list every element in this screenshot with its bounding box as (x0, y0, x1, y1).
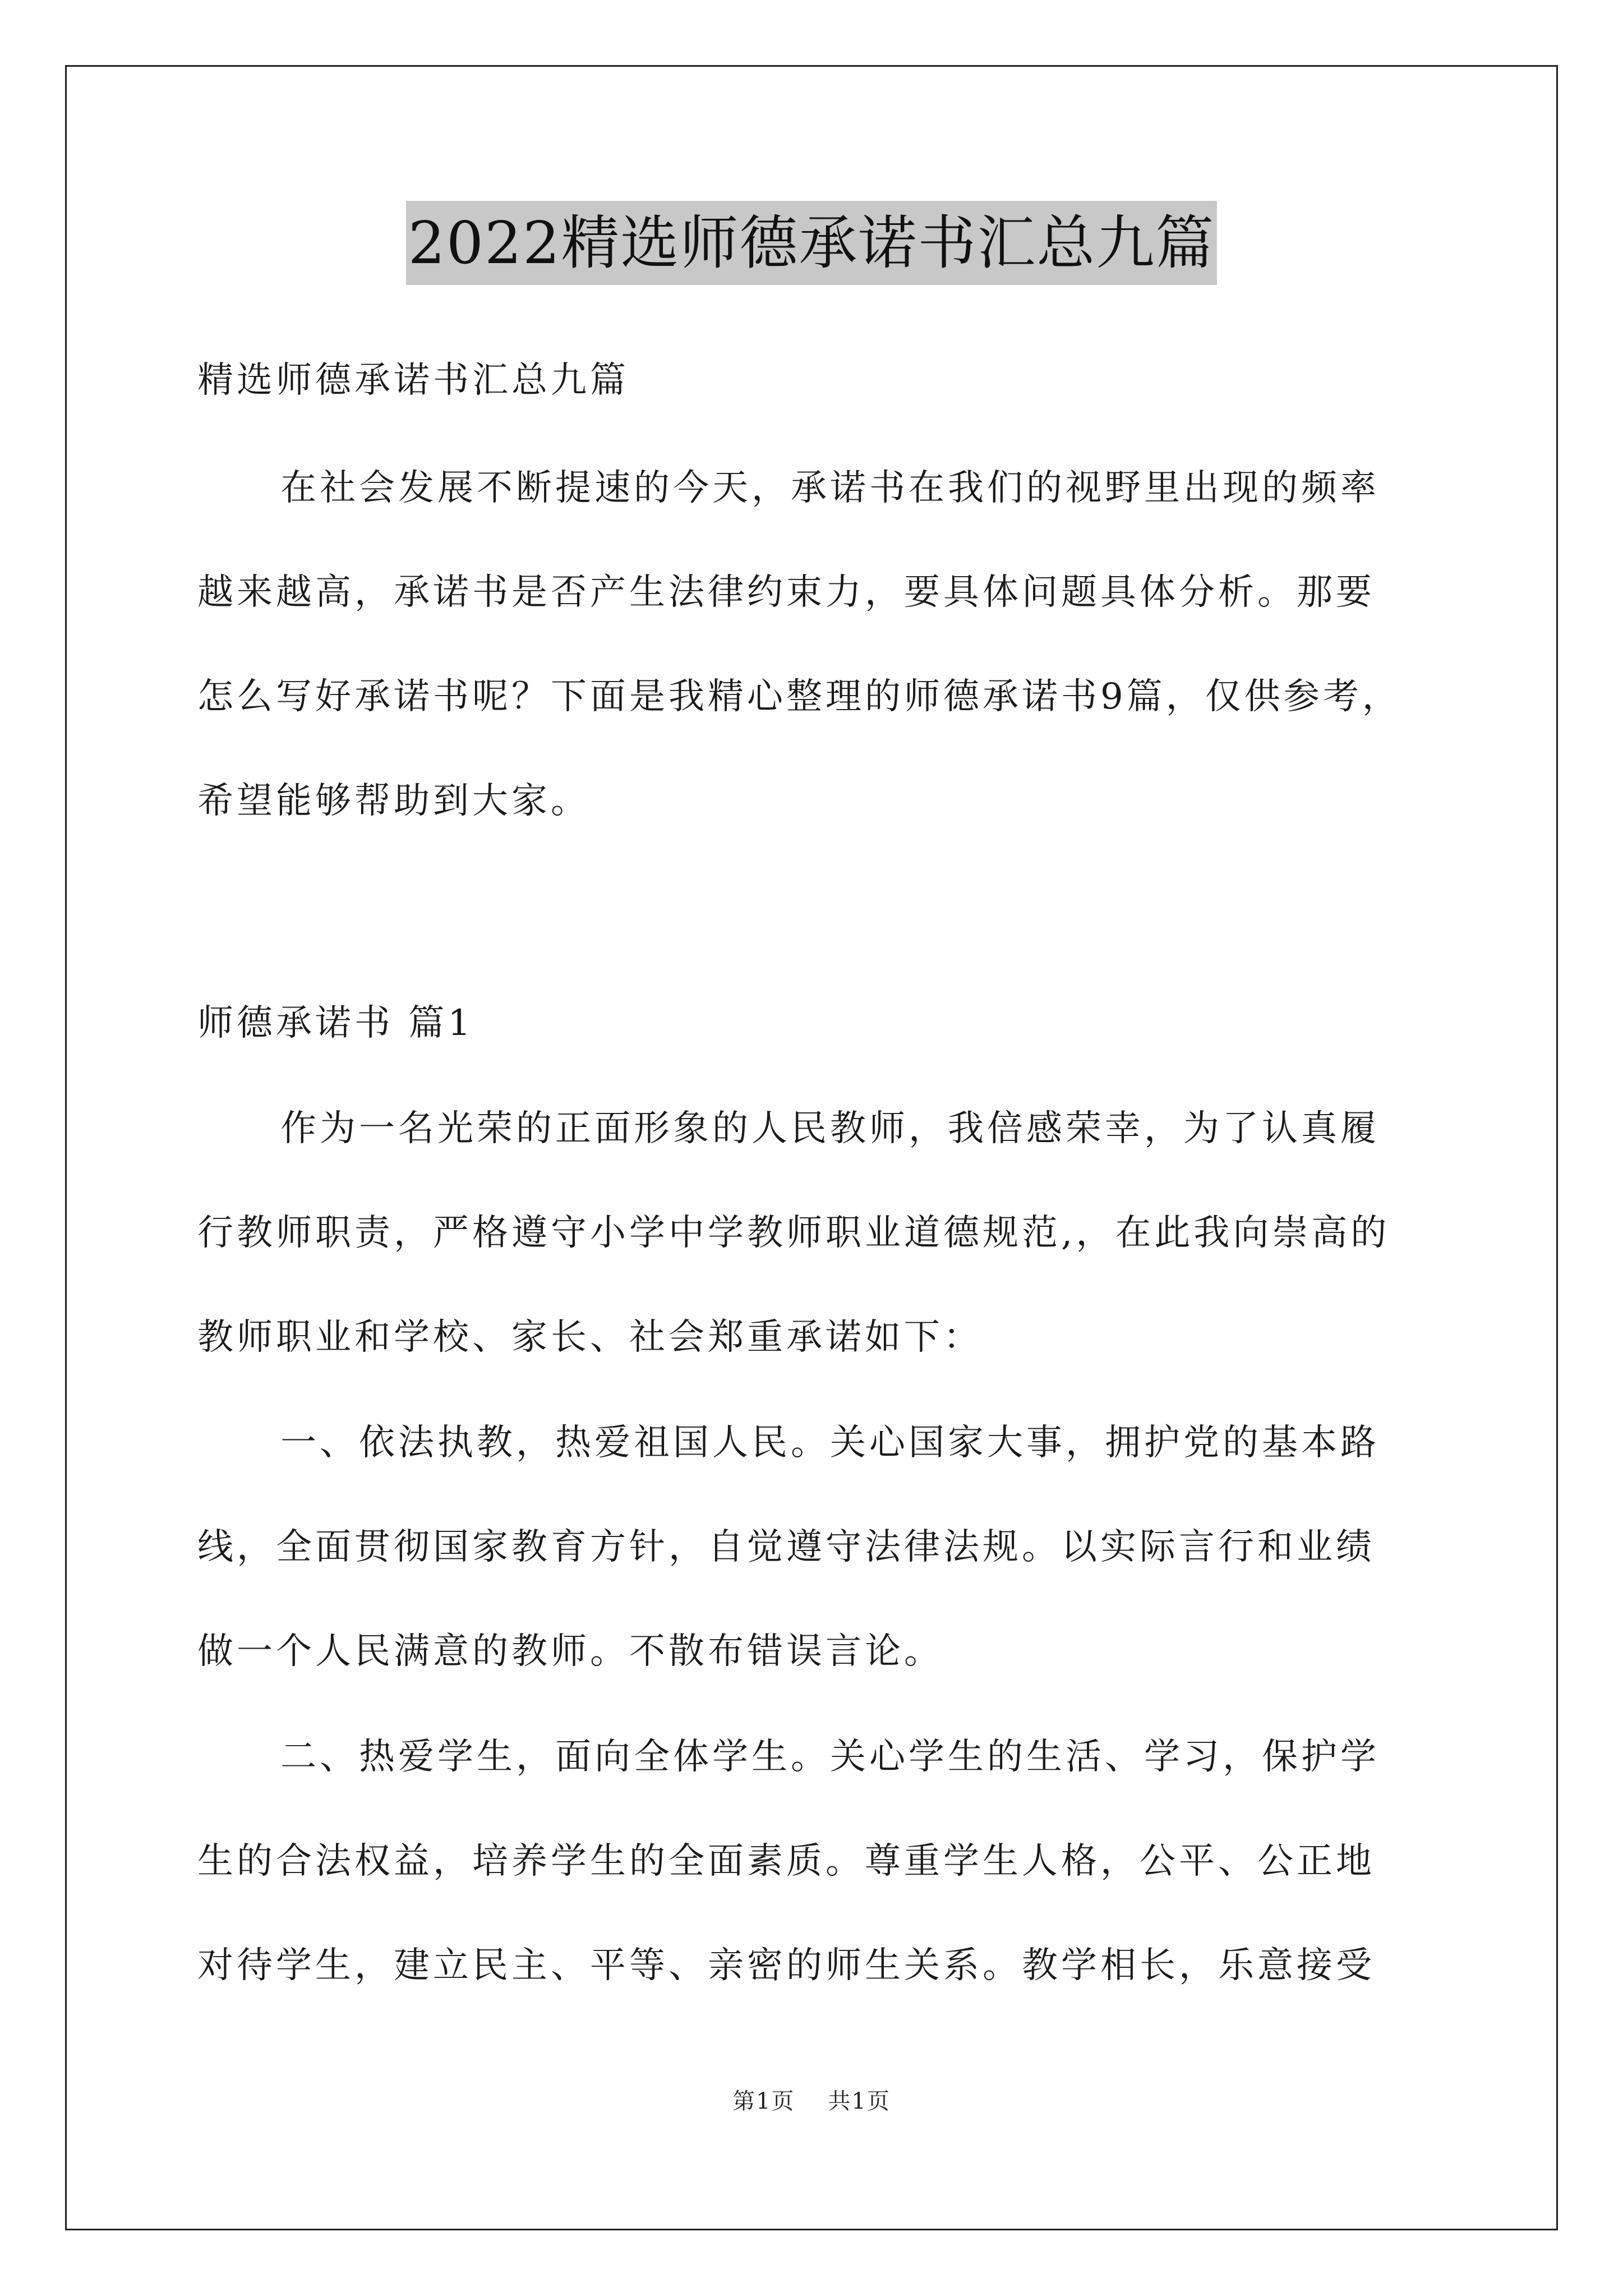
title-container (0, 201, 1623, 285)
paragraph-line: 二、热爱学生，面向全体学生。关心学生的生活、学习，保护学 (280, 1736, 1380, 1778)
paragraph-line: 教师职业和学校、家长、社会郑重承诺如下： (197, 1317, 983, 1358)
paragraph-line: 对待学生，建立民主、平等、亲密的师生关系。教学相长，乐意接受 (197, 1945, 1375, 1986)
paragraph-line: 作为一名光荣的正面形象的人民教师，我倍感荣幸，为了认真履 (280, 1108, 1380, 1149)
section-heading: 师德承诺书 篇1 (197, 1002, 474, 1044)
page-number: 第1页 共1页 (732, 2088, 891, 2114)
intro-line: 怎么写好承诺书呢？下面是我精心整理的师德承诺书9篇，仅供参考， (197, 676, 1401, 717)
paragraph-line: 行教师职责，严格遵守小学中学教师职业道德规范,，在此我向崇高的 (197, 1212, 1390, 1254)
intro-line: 越来越高，承诺书是否产生法律约束力，要具体问题具体分析。那要 (197, 572, 1375, 613)
intro-line: 在社会发展不断提速的今天，承诺书在我们的视野里出现的频率 (280, 467, 1380, 509)
paragraph-line: 生的合法权益，培养学生的全面素质。尊重学生人格，公平、公正地 (197, 1841, 1375, 1882)
paragraph-line: 一、依法执教，热爱祖国人民。关心国家大事，拥护党的基本路 (280, 1422, 1380, 1464)
document-title: 2022精选师德承诺书汇总九篇 (406, 201, 1218, 285)
document-subtitle: 精选师德承诺书汇总九篇 (197, 360, 629, 401)
paragraph-line: 做一个人民满意的教师。不散布错误言论。 (197, 1631, 943, 1672)
intro-line: 希望能够帮助到大家。 (197, 780, 590, 822)
paragraph-line: 线，全面贯彻国家教育方针，自觉遵守法律法规。以实际言行和业绩 (197, 1526, 1375, 1568)
page-footer (0, 2085, 1623, 2118)
